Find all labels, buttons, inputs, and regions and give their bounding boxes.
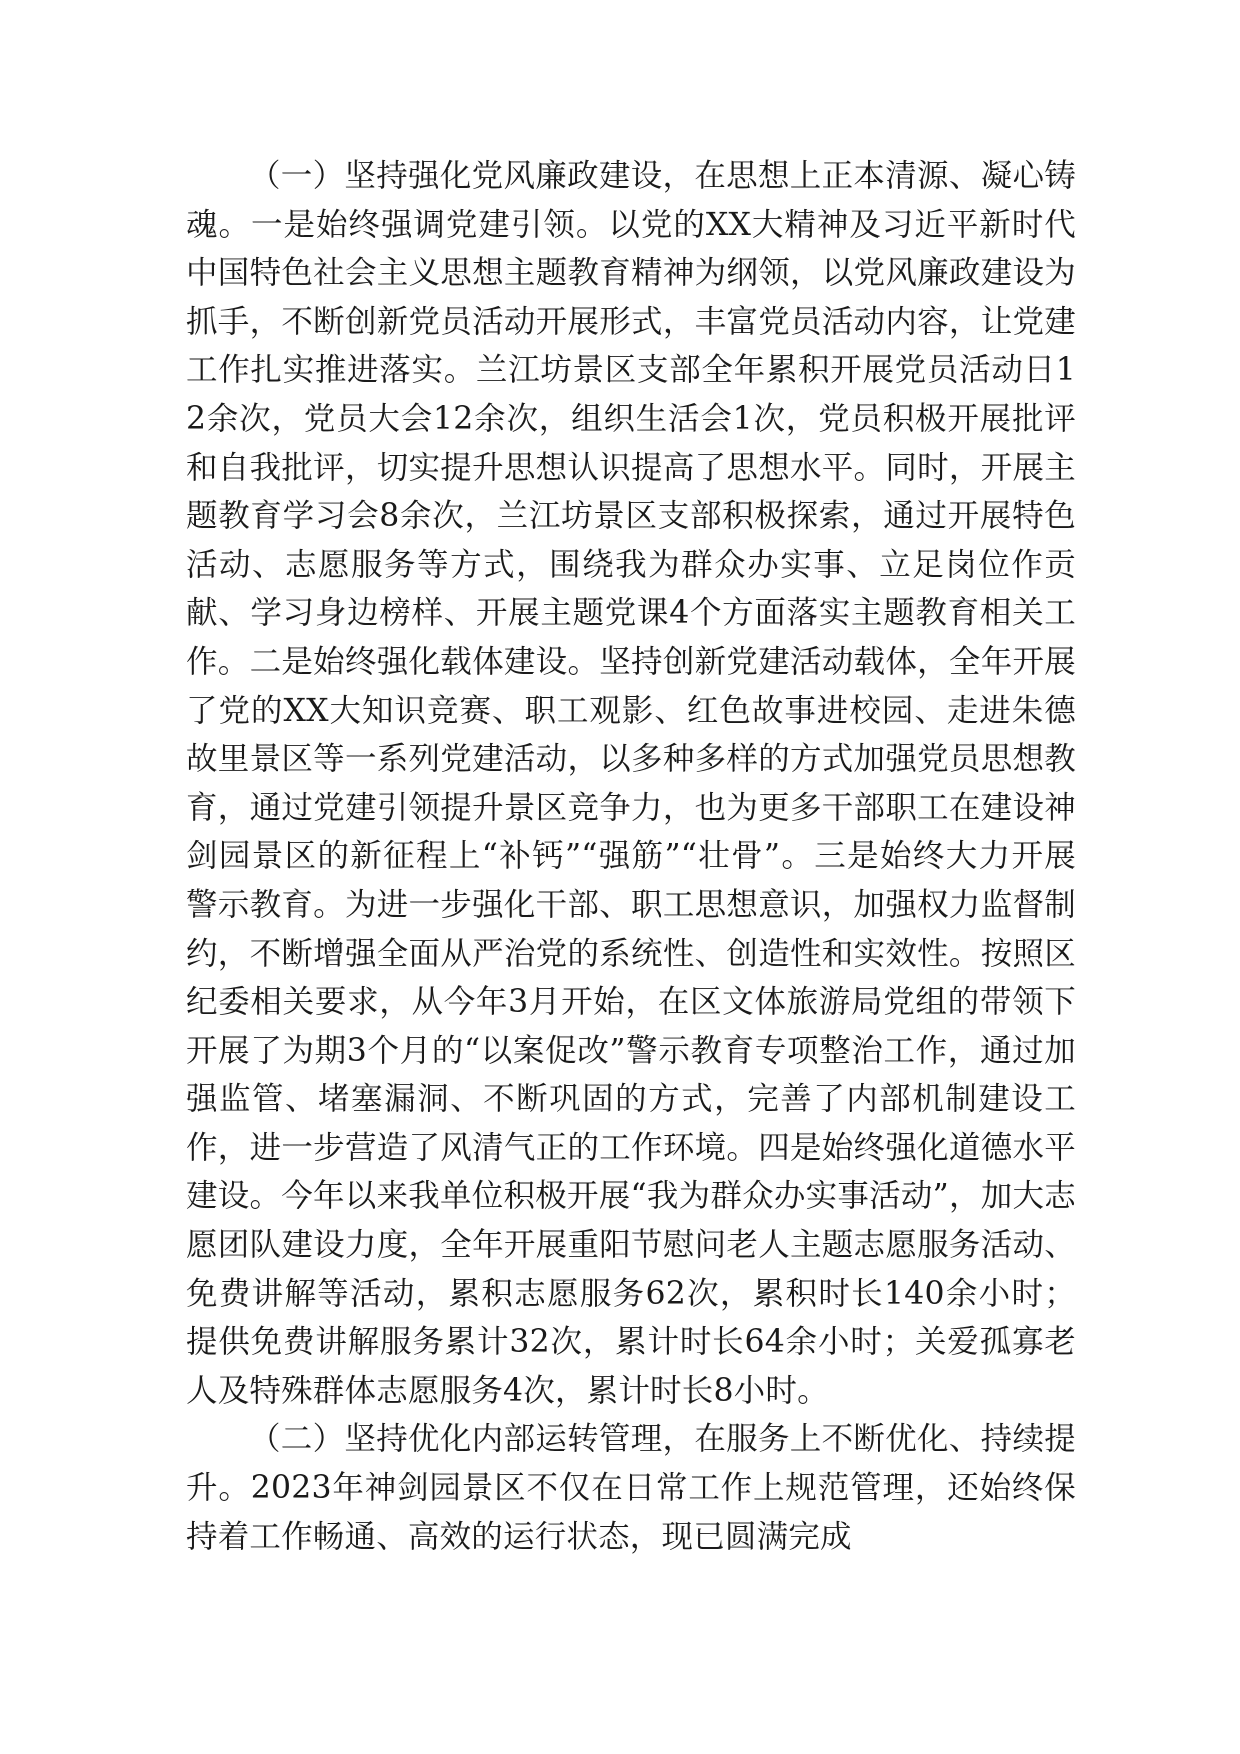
paragraph-section-2: （二）坚持优化内部运转管理，在服务上不断优化、持续提升。2023年神剑园景区不仅在日常工作上规范管理，还始终保持着工作畅通、高效的运行状态，现已圆满完成 xyxy=(186,1421,1076,1555)
paragraph-section-1: （一）坚持强化党风廉政建设，在思想上正本清源、凝心铸魂。一是始终强调党建引领。以党的XX大精神及习近平新时代中国特色社会主义思想主题教育精神为纲领，以党风廉政建设为抓手，不断创新党员活动开展形式，丰富党员活动内容，让党建工作扎实推进落实。兰江坊景区支部全年累积开展党员活动日12余次，党员大会12余次，组织生活会1次，党员积极开展批评和自我批评，切实提升思想认识提高了思想水平。同时，开展主题教育学习会8余次，兰江坊景区支部积极探索，通过开展特色活动、志愿服务等方式，围绕我为群众办实事、立足岗位作贡献、学习身边榜样、开展主题党课4个方面落实主题教育相关工作。二是始终强化载体建设。坚持创新党建活动载体，全年开展了党的XX大知识竞赛、职工观影、红色故事进校园、走进朱德故里景区等一系列党建活动，以多种多样的方式加强党员思想教育，通过党建引领提升景区竞争力，也为更多干部职工在建设神剑园景区的新征程上“补钙”“强筋”“壮骨”。三是始终大力开展警示教育。为进一步强化干部、职工思想意识，加强权力监督制约，不断增强全面从严治党的系统性、创造性和实效性。按照区纪委相关要求，从今年3月开始，在区文体旅游局党组的带领下开展了为期3个月的“以案促改”警示教育专项整治工作，通过加强监管、堵塞漏洞、不断巩固的方式，完善了内部机制建设工作，进一步营造了风清气正的工作环境。四是始终强化道德水平建设。今年以来我单位积极开展“我为群众办实事活动”，加大志愿团队建设力度，全年开展重阳节慰问老人主题志愿服务活动、免费讲解等活动，累积志愿服务62次，累积时长140余小时；提供免费讲解服务累计32次，累计时长64余小时；关爱孤寡老人及特殊群体志愿服务4次，累计时长8小时。 xyxy=(186,158,1077,1409)
document-body xyxy=(186,152,1076,1561)
